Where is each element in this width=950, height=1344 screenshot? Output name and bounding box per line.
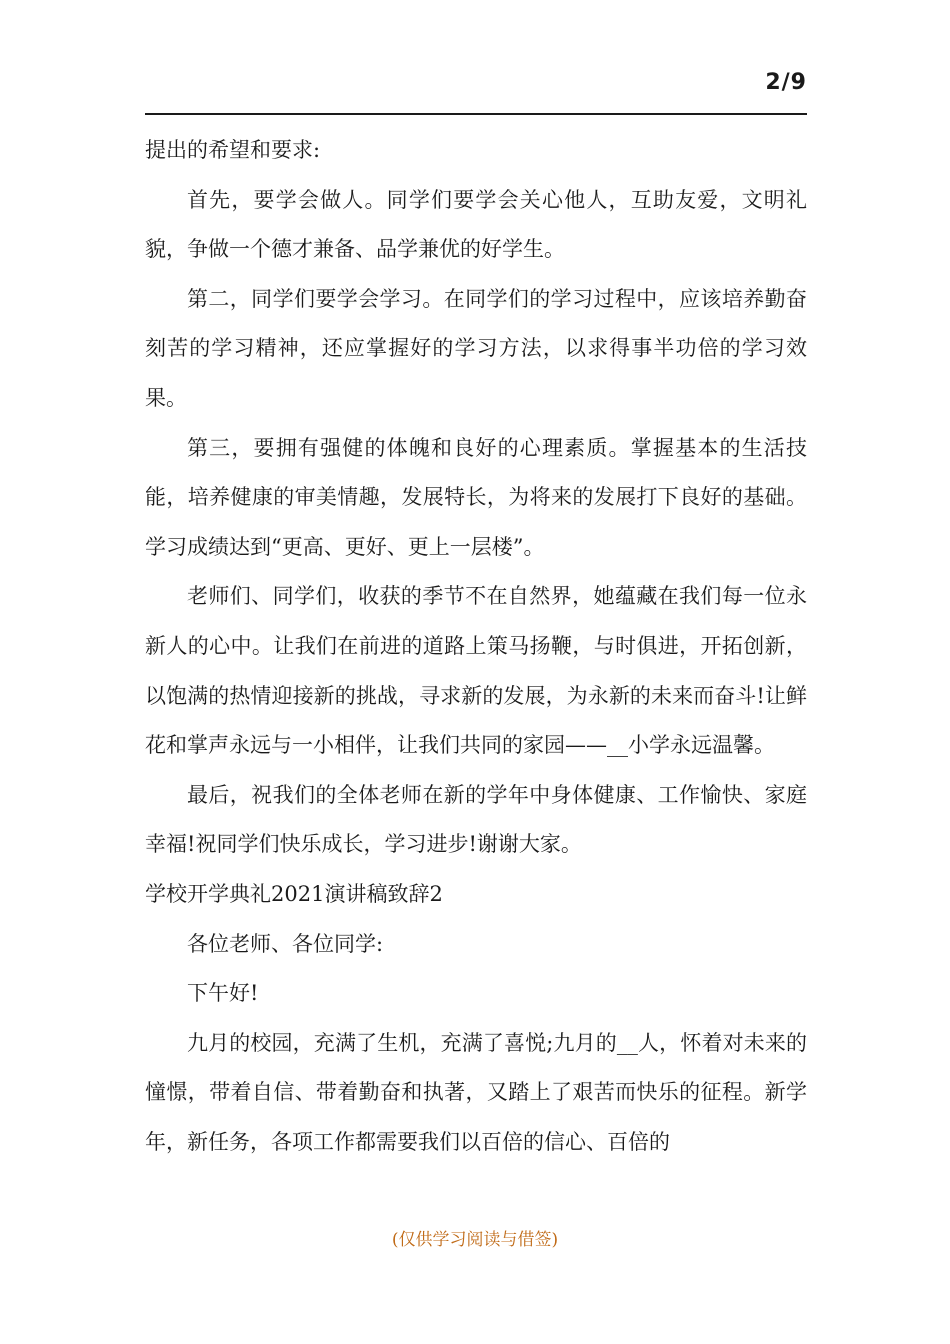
paragraph-closing-wishes: 最后，祝我们的全体老师在新的学年中身体健康、工作愉快、家庭幸福!祝同学们快乐成长，学习进步!谢谢大家。 <box>145 782 807 857</box>
paragraph-second-point: 第二，同学们要学会学习。在同学们的学习过程中，应该培养勤奋刻苦的学习精神，还应掌握好的学习方法，以求得事半功倍的学习效果。 <box>145 286 807 410</box>
header-divider <box>145 113 807 115</box>
section-heading: 学校开学典礼2021演讲稿致辞2 <box>145 881 443 906</box>
page-number: 2/9 <box>765 70 807 95</box>
paragraph-continuation: 提出的希望和要求: <box>145 138 321 162</box>
paragraph-september: 九月的校园，充满了生机，充满了喜悦;九月的__人，怀着对未来的憧憬，带着自信、带着勤奋和执著，又踏上了艰苦而快乐的征程。新学年，新任务，各项工作都需要我们以百倍的信心、百倍的 <box>145 1030 807 1154</box>
paragraph-third-point: 第三，要拥有强健的体魄和良好的心理素质。掌握基本的生活技能，培养健康的审美情趣，发展特长，为将来的发展打下良好的基础。学习成绩达到“更高、更好、更上一层楼”。 <box>145 435 807 559</box>
document-body <box>145 126 807 1167</box>
paragraph-greeting: 下午好! <box>187 981 259 1006</box>
paragraph-harvest: 老师们、同学们，收获的季节不在自然界，她蕴藏在我们每一位永新人的心中。让我们在前进的道路上策马扬鞭，与时俱进，开拓创新，以饱满的热情迎接新的挑战，寻求新的发展，为永新的未来而奋斗!让鲜花和掌声永远与一小相伴，让我们共同的家园——__小学永远温馨。 <box>145 584 807 758</box>
paragraph-first-point: 首先，要学会做人。同学们要学会关心他人，互助友爱，文明礼貌，争做一个德才兼备、品学兼优的好学生。 <box>145 187 807 262</box>
paragraph-salutation: 各位老师、各位同学: <box>187 931 384 956</box>
footer-note: (仅供学习阅读与借签) <box>391 1230 559 1250</box>
